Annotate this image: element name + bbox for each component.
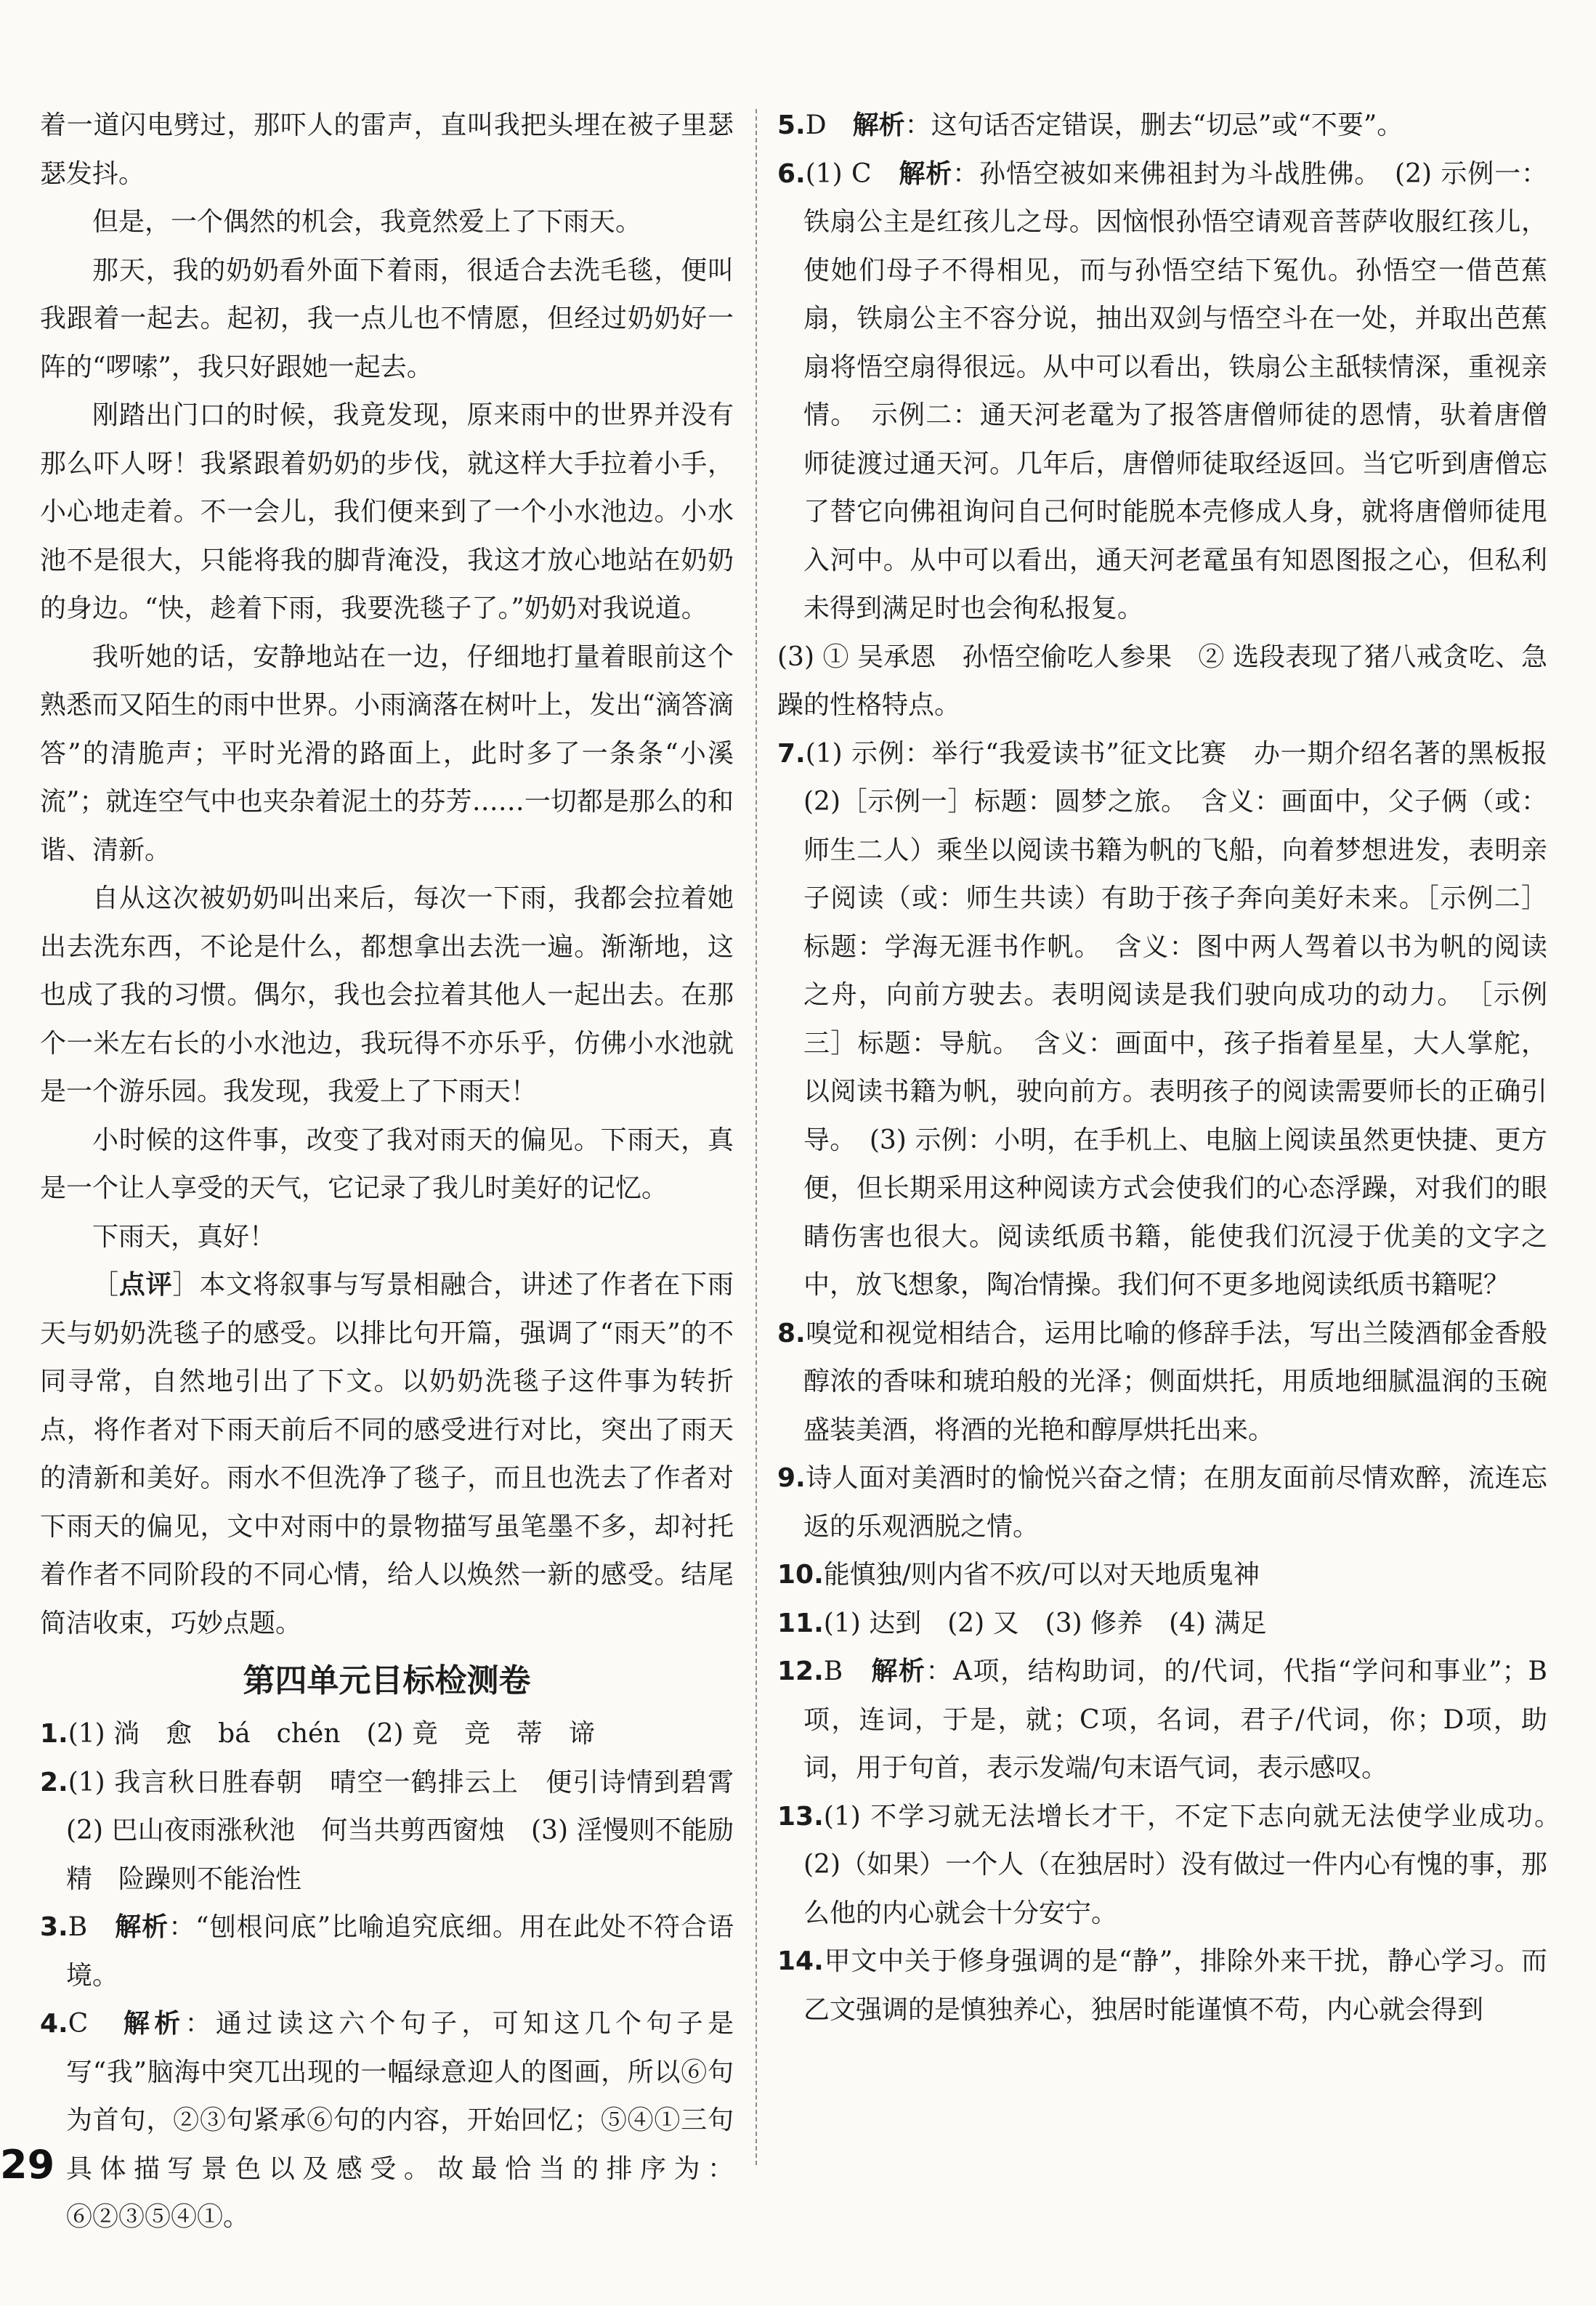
answer-text: B bbox=[823, 1656, 872, 1686]
answer-number: 2. bbox=[40, 1767, 68, 1797]
analysis-text: ：这句话否定错误，删去“切忌”或“不要”。 bbox=[904, 110, 1403, 140]
story-paragraph-3: 那天，我的奶奶看外面下着雨，很适合去洗毛毯，便叫我跟着一起去。起初，我一点儿也不情愿，但经过奶奶好一阵的“啰嗦”，我只好跟她一起去。 bbox=[40, 255, 734, 382]
answer-item bbox=[777, 1455, 1547, 1551]
answer-text: 诗人面对美酒时的愉悦兴奋之情；在朋友面前尽情欢醉，流连忘返的乐观洒脱之情。 bbox=[803, 1463, 1547, 1542]
answer-number: 5. bbox=[777, 110, 806, 140]
answer-item bbox=[40, 1759, 761, 1904]
right-column bbox=[777, 102, 1574, 2034]
answer-text: (1) 我言秋日胜春朝 晴空一鹤排云上 便引诗情到碧霄 (2) 巴山夜雨涨秋池 何当共剪西窗烛 (3) 淫慢则不能励精 险躁则不能治性 bbox=[66, 1767, 761, 1894]
answer-text: D bbox=[805, 110, 853, 140]
story-paragraph-5: 我听她的话，安静地站在一边，仔细地打量着眼前这个熟悉而又陌生的雨中世界。小雨滴落在树叶上，发出“滴答滴答”的清脆声；平时光滑的路面上，此时多了一条条“小溪流”；就连空气中也夹杂着泥土的芬芳……一切都是那么的和谐、清新。 bbox=[40, 642, 734, 865]
story-paragraph-1: 着一道闪电劈过，那吓人的雷声，直叫我把头埋在被子里瑟瑟发抖。 bbox=[40, 110, 734, 189]
analysis-label: 解析 bbox=[899, 158, 953, 189]
answer-item bbox=[777, 150, 1547, 634]
answer-text: 能慎独/则内省不疚/可以对天地质鬼神 bbox=[823, 1560, 1260, 1590]
answer-item bbox=[777, 1600, 1547, 1648]
analysis-text: ：A项，结构助词，的/代词，代指“学问和事业”；B项，连词，于是，就；C项，名词，君子/代词，你；D项，助词，用于句首，表示发端/句末语气词，表示感叹。 bbox=[803, 1656, 1547, 1783]
answer-text: (1) 达到 (2) 又 (3) 修养 (4) 满足 bbox=[823, 1608, 1267, 1638]
answer-item bbox=[777, 1310, 1547, 1455]
answer-item bbox=[777, 1938, 1547, 2034]
comment-label: 点评 bbox=[118, 1270, 173, 1300]
analysis-label: 解析 bbox=[115, 1912, 169, 1942]
answer-number: 13. bbox=[777, 1801, 824, 1832]
answer-continuation bbox=[777, 634, 1547, 730]
story-paragraph-7: 小时候的这件事，改变了我对雨天的偏见。下雨天，真是一个让人享受的天气，它记录了我儿时美好的记忆。 bbox=[40, 1125, 734, 1203]
answer-text: (1) 示例：举行“我爱读书”征文比赛 办一期介绍名著的黑板报 (2)［示例一］标题：圆梦之旅。 含义：画面中，父子俩（或：师生二人）乘坐以阅读书籍为帆的飞船，向着梦想进发，表明亲子阅读（或：师生共读）有助于孩子奔向美好未来。［示例二］标题：学海无涯书作帆。 含义：图中两人驾着以书为帆的阅读之舟，向前方驶去。表明阅读是我们驶向成功的动力。 ［示例三］标题：导航。 含义：画面中，孩子指着星星，大人掌舵，以阅读书籍为帆，驶向前方。表明孩子的阅读需要师长的正确引导。 (3) 示例：小明，在手机上、电脑上阅读虽然更快捷、更方便，但长期采用这种阅读方式会使我们的心态浮躁，对我们的眼睛伤害也很大。阅读纸质书籍，能使我们沉浸于优美的文字之中，放飞想象，陶冶情操。我们何不更多地阅读纸质书籍呢？ bbox=[803, 738, 1574, 1300]
answer-text: 嗅觉和视觉相结合，运用比喻的修辞手法，写出兰陵酒郁金香般醇浓的香味和琥珀般的光泽；侧面烘托，用质地细腻温润的玉碗盛装美酒，将酒的光艳和醇厚烘托出来。 bbox=[803, 1318, 1547, 1445]
answer-number: 3. bbox=[40, 1912, 68, 1942]
left-column bbox=[40, 102, 761, 2242]
answer-item bbox=[777, 102, 1547, 150]
comment-text: 本文将叙事与写景相融合，讲述了作者在下雨天与奶奶洗毯子的感受。以排比句开篇，强调了“雨天”的不同寻常，自然地引出了下文。以奶奶洗毯子这件事为转折点，将作者对下雨天前后不同的感受进行对比，突出了雨天的清新和美好。雨水不但洗净了毯子，而且也洗去了作者对下雨天的偏见，文中对雨中的景物描写虽笔墨不多，却衬托着作者不同阶段的不同心情，给人以焕然一新的感受。结尾简洁收束，巧妙点题。 bbox=[40, 1270, 734, 1638]
page-number: 29 bbox=[0, 2142, 55, 2188]
answer-number: 14. bbox=[777, 1946, 824, 1976]
analysis-label: 解析 bbox=[123, 2009, 185, 2039]
section-title: 第四单元目标检测卷 bbox=[243, 1662, 531, 1699]
answer-text: (1) C bbox=[805, 158, 899, 189]
story-paragraph-8: 下雨天，真好！ bbox=[92, 1221, 276, 1252]
answer-item bbox=[40, 2000, 734, 2242]
answer-item bbox=[777, 730, 1574, 1310]
answer-number: 4. bbox=[40, 2009, 68, 2039]
answer-item bbox=[40, 1904, 734, 2000]
answer-text: C bbox=[68, 2009, 123, 2039]
answer-number: 12. bbox=[777, 1656, 824, 1686]
answer-text: B bbox=[68, 1912, 116, 1942]
answer-number: 1. bbox=[40, 1719, 68, 1749]
answer-number: 10. bbox=[777, 1560, 824, 1590]
answer-item bbox=[777, 1551, 1547, 1600]
column-divider bbox=[756, 109, 757, 2165]
story-paragraph-2: 但是，一个偶然的机会，我竟然爱上了下雨天。 bbox=[92, 207, 642, 237]
analysis-text: ：“刨根问底”比喻追究底细。用在此处不符合语境。 bbox=[66, 1912, 734, 1991]
answer-number: 8. bbox=[777, 1318, 806, 1348]
answer-text: (1) 不学习就无法增长才干，不定下志向就无法使学业成功。 (2)（如果）一个人（在独居时）没有做过一件内心有愧的事，那么他的内心就会十分安宁。 bbox=[803, 1801, 1574, 1928]
analysis-text: ：孙悟空被如来佛祖封为斗战胜佛。 (2) 示例一：铁扇公主是红孩儿之母。因恼恨孙悟空请观音菩萨收服红孩儿，使她们母子不得相见，而与孙悟空结下冤仇。孙悟空一借芭蕉扇，铁扇公主不容分说，抽出双剑与悟空斗在一处，并取出芭蕉扇将悟空扇得很远。从中可以看出，铁扇公主舐犊情深，重视亲情。 示例二：通天河老鼋为了报答唐僧师徒的恩情，驮着唐僧师徒渡过通天河。几年后，唐僧师徒取经返回。当它听到唐僧忘了替它向佛祖询问自己何时能脱本壳修成人身，就将唐僧师徒甩入河中。从中可以看出，通天河老鼋虽有知恩图报之心，但私利未得到满足时也会徇私报复。 bbox=[803, 158, 1547, 623]
answer-number: 6. bbox=[777, 158, 806, 189]
answer-item bbox=[40, 1710, 734, 1759]
story-paragraph-4: 刚踏出门口的时候，我竟发现，原来雨中的世界并没有那么吓人呀！我紧跟着奶奶的步伐，就这样大手拉着小手，小心地走着。不一会儿，我们便来到了一个小水池边。小水池不是很大，只能将我的脚背淹没，我这才放心地站在奶奶的身边。“快，趁着下雨，我要洗毯子了。”奶奶对我说道。 bbox=[40, 400, 734, 623]
comment-paragraph: ［点评］本文将叙事与写景相融合，讲述了作者在下雨天与奶奶洗毯子的感受。以排比句开篇，强调了“雨天”的不同寻常，自然地引出了下文。以奶奶洗毯子这件事为转折点，将作者对下雨天前后不同的感受进行对比，突出了雨天的清新和美好。雨水不但洗净了毯子，而且也洗去了作者对下雨天的偏见，文中对雨中的景物描写虽笔墨不多，却衬托着作者不同阶段的不同心情，给人以焕然一新的感受。结尾简洁收束，巧妙点题。 bbox=[40, 1270, 734, 1638]
answer-item bbox=[777, 1648, 1547, 1793]
answer-text: 甲文中关于修身强调的是“静”，排除外来干扰，静心学习。而乙文强调的是慎独养心，独居时能谨慎不苟，内心就会得到 bbox=[803, 1946, 1547, 2025]
answer-number: 11. bbox=[777, 1608, 824, 1638]
answer-number: 9. bbox=[777, 1463, 806, 1493]
answer-text: (3) ① 吴承恩 孙悟空偷吃人参果 ② 选段表现了猪八戒贪吃、急躁的性格特点。 bbox=[777, 642, 1547, 720]
analysis-text: ：通过读这六个句子，可知这几个句子是写“我”脑海中突兀出现的一幅绿意迎人的图画，所以⑥句为首句，②③句紧承⑥句的内容，开始回忆；⑤④①三句具体描写景色以及感受。故最恰当的排序为：⑥②③⑤④①。 bbox=[66, 2009, 734, 2232]
story-paragraph-6: 自从这次被奶奶叫出来后，每次一下雨，我都会拉着她出去洗东西，不论是什么，都想拿出去洗一遍。渐渐地，这也成了我的习惯。偶尔，我也会拉着其他人一起出去。在那个一米左右长的小水池边，我玩得不亦乐乎，仿佛小水池就是一个游乐园。我发现，我爱上了下雨天！ bbox=[40, 883, 734, 1107]
analysis-label: 解析 bbox=[871, 1656, 926, 1686]
analysis-label: 解析 bbox=[852, 110, 905, 140]
answer-text: (1) 淌 愈 bá chén (2) 竟 竞 蒂 谛 bbox=[68, 1719, 595, 1749]
answer-item bbox=[777, 1793, 1574, 1938]
answer-number: 7. bbox=[777, 738, 806, 769]
